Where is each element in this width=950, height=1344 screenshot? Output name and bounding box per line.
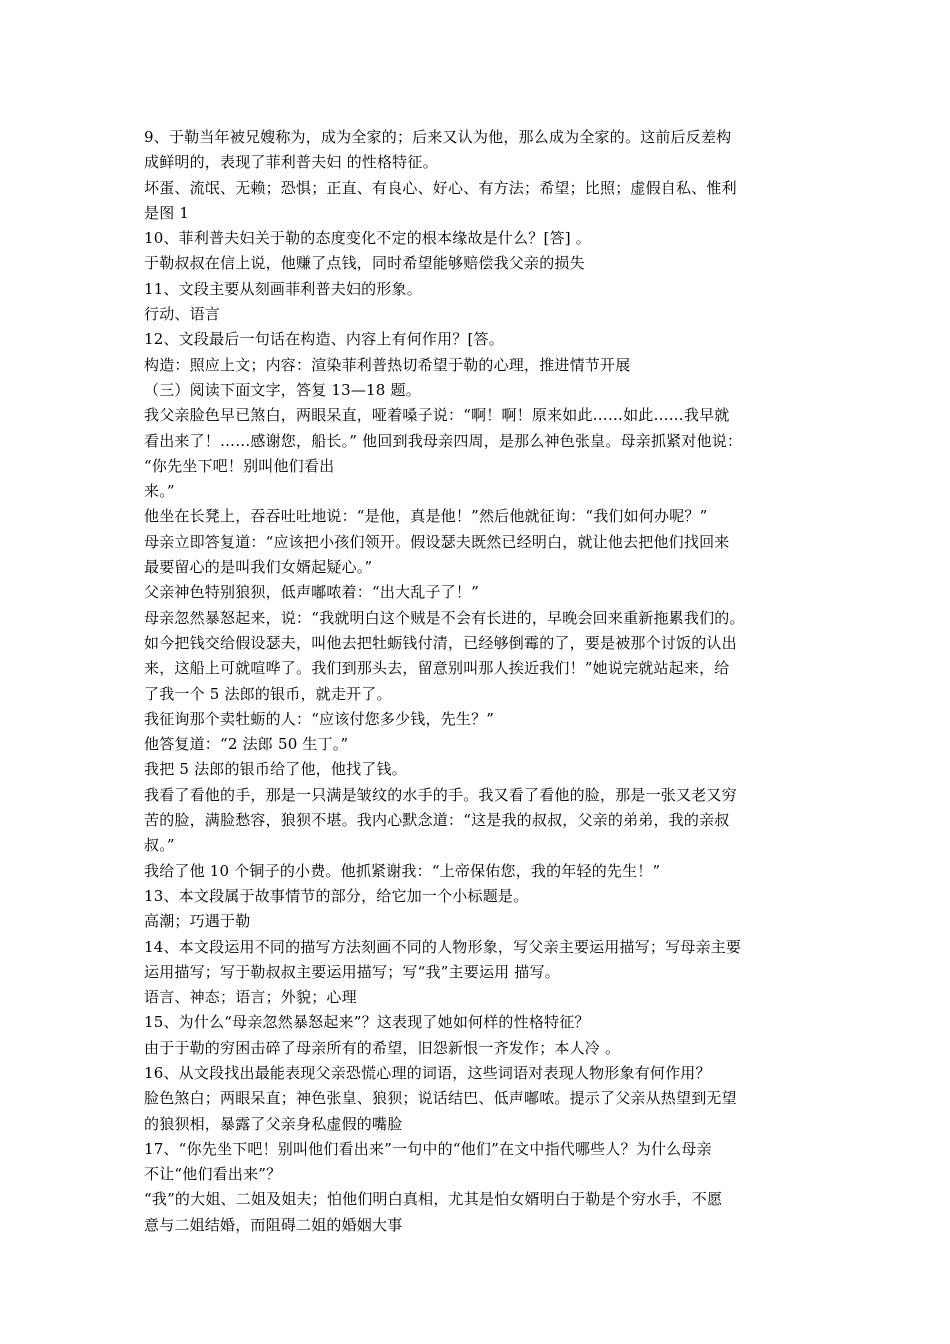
text-line: 运用描写；写于勒叔叔主要运用描写；写“我”主要运用 描写。 (144, 962, 560, 981)
text-line: 我给了他 10 个铜子的小费。他抓紧谢我：“上帝保佑您，我的年轻的先生！” (144, 861, 661, 880)
text-line: 的狼狈相，暴露了父亲身私虚假的嘴脸 (144, 1114, 403, 1133)
text-line: 意与二姐结婚，而阻碍二姐的婚姻大事 (144, 1215, 403, 1234)
text-line: 17、“你先坐下吧！别叫他们看出来”一句中的“他们”在文中指代哪些人？为什么母亲 (144, 1139, 712, 1158)
text-line: 是图 1 (144, 203, 190, 222)
text-line: 最要留心的是叫我们女婿起疑心。” (144, 558, 373, 577)
text-line: 我把 5 法郎的银币给了他，他找了钱。 (144, 760, 407, 779)
text-line: 他坐在长凳上，吞吞吐吐地说：“是他，真是他！”然后他就征询：“我们如何办呢？” (144, 507, 708, 526)
text-line: 父亲神色特别狼狈，低声嘟哝着：“出大乱子了！” (144, 583, 479, 602)
text-line: 我父亲脸色早已煞白，两眼呆直，哑着嗓子说：“啊！啊！原来如此……如此……我早就 (144, 406, 730, 425)
text-line: 16、从文段找出最能表现父亲恐慌心理的词语，这些词语对表现人物形象有何作用？ (144, 1063, 711, 1082)
text-line: 叔。” (144, 836, 175, 855)
text-line: 如今把钱交给假设瑟夫，叫他去把牡蛎钱付清，已经够倒霉的了，要是被那个讨饭的认出 (144, 633, 737, 652)
text-line: 11、文段主要从刻画菲利普夫妇的形象。 (144, 279, 422, 298)
text-line: 由于于勒的穷困击碎了母亲所有的希望，旧怨新恨一齐发作；本人冷 。 (144, 1038, 621, 1057)
text-line: “我”的大姐、二姐及姐夫；怕他们明白真相，尤其是怕女婿明白于勒是个穷水手，不愿 (144, 1190, 723, 1209)
text-line: “你先坐下吧！别叫他们看出 (144, 456, 335, 475)
text-line: 他答复道：“2 法郎 50 生丁。” (144, 735, 349, 754)
text-line: 于勒叔叔在信上说，他赚了点钱，同时希望能够赔偿我父亲的损失 (144, 254, 585, 273)
text-line: 高潮；巧遇于勒 (144, 912, 251, 931)
text-line: 母亲立即答复道：“应该把小孩们领开。假设瑟夫既然已经明白，就让他去把他们找回来 (144, 532, 730, 551)
text-line: 10、菲利普夫妇关于勒的态度变化不定的根本缘故是什么？[答] 。 (144, 229, 591, 248)
text-line: 成鲜明的，表现了菲利普夫妇 的性格特征。 (144, 153, 438, 172)
text-line: 苦的脸，满脸愁容，狼狈不堪。我内心默念道：“这是我的叔叔，父亲的弟弟，我的亲叔 (144, 811, 730, 830)
text-line: 坏蛋、流氓、无赖；恐惧；正直、有良心、好心、有方法；希望；比照；虚假自私、惟利 (144, 178, 737, 197)
document-body (144, 125, 824, 1238)
text-line: 母亲忽然暴怒起来，说：“我就明白这个贼是不会有长进的，早晚会回来重新拖累我们的。 (144, 608, 745, 627)
text-line: 脸色煞白；两眼呆直；神色张皇、狼狈；说话结巴、低声嘟哝。提示了父亲从热望到无望 (144, 1089, 737, 1108)
text-line: 12、文段最后一句话在构造、内容上有何作用？[答。 (144, 330, 504, 349)
text-line: 来，这船上可就喧哗了。我们到那头去，留意别叫那人挨近我们！”她说完就站起来，给 (144, 659, 730, 678)
text-line: 14、本文段运用不同的描写方法刻画不同的人物形象，写父亲主要运用描写；写母亲主要 (144, 937, 742, 956)
text-line: （三）阅读下面文字，答复 13—18 题。 (144, 380, 421, 399)
text-line: 我看了看他的手，那是一只满是皱纹的水手的手。我又看了看他的脸，那是一张又老又穷 (144, 785, 737, 804)
text-line: 不让“他们看出来”？ (144, 1165, 282, 1184)
text-line: 9、于勒当年被兄嫂称为，成为全家的；后来又认为他，那么成为全家的。这前后反差构 (144, 128, 732, 146)
text-line: 15、为什么“母亲忽然暴怒起来”？这表现了她如何样的性格特征？ (144, 1013, 590, 1032)
text-line: 看出来了！……感谢您，船长。” 他回到我母亲四周，是那么神色张皇。母亲抓紧对他说： (144, 431, 743, 450)
text-line: 构造：照应上文；内容：渲染菲利普热切希望于勒的心理，推进情节开展 (144, 355, 631, 374)
text-line: 13、本文段属于故事情节的部分，给它加一个小标题是。 (144, 886, 529, 905)
text-line: 语言、神态；语言；外貌；心理 (144, 988, 357, 1007)
text-line: 我征询那个卖牡蛎的人：“应该付您多少钱，先生？” (144, 709, 495, 728)
text-line: 来。” (144, 482, 175, 501)
text-line: 了我一个 5 法郎的银币，就走开了。 (144, 684, 392, 703)
text-line: 行动、语言 (144, 305, 221, 324)
